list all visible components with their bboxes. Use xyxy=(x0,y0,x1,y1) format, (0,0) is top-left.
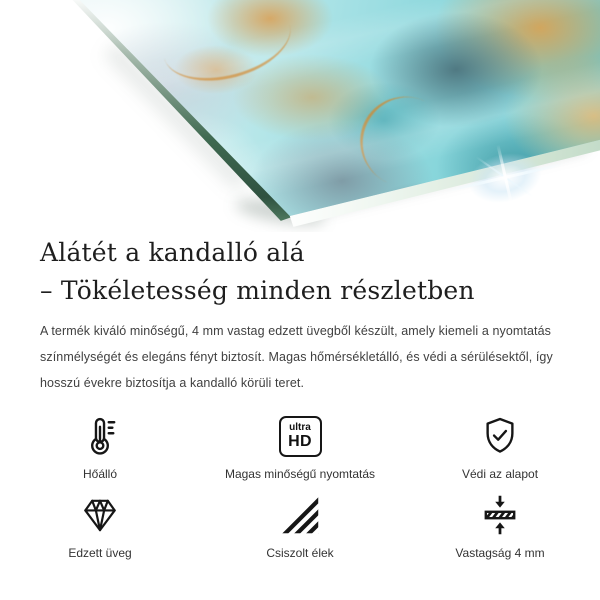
feature-heat-resistant xyxy=(0,412,200,481)
feature-tempered-glass xyxy=(0,491,200,560)
feature-label: Edzett üveg xyxy=(68,546,132,560)
page-title xyxy=(40,234,560,310)
polished-edges-icon xyxy=(278,491,322,539)
diamond-icon xyxy=(78,491,122,539)
page-title-line2: – Tökéletesség minden részletben xyxy=(40,276,475,305)
feature-grid xyxy=(0,412,600,560)
product-photo xyxy=(0,0,600,232)
page-title-line1: Alátét a kandalló alá xyxy=(40,238,305,267)
feature-label: Vastagság 4 mm xyxy=(455,546,545,560)
description-line: hosszú évekre biztosítja a kandalló körüli teret. xyxy=(40,376,305,390)
description-line: színmélységét és elegáns fényt biztosít. Magas hőmérsékletálló, és védi a sérülésektől, így xyxy=(40,350,553,364)
shield-check-icon xyxy=(478,412,522,460)
feature-polished-edges xyxy=(200,491,400,560)
feature-thickness xyxy=(400,491,600,560)
gold-vein xyxy=(155,0,299,93)
feature-label: Magas minőségű nyomtatás xyxy=(224,467,376,481)
description-line: A termék kiváló minőségű, 4 mm vastag edzett üvegből készült, amely kiemeli a nyomtatás xyxy=(40,324,552,338)
feature-label: Hőálló xyxy=(82,467,118,481)
thickness-icon xyxy=(478,491,522,539)
thermometer-icon xyxy=(78,412,122,460)
feature-label: Védi az alapot xyxy=(461,467,539,481)
ultra-hd-icon: ultra HD xyxy=(279,412,322,460)
product-description xyxy=(40,318,560,396)
feature-protects-base xyxy=(400,412,600,481)
feature-label: Csiszolt élek xyxy=(266,546,334,560)
feature-print-quality xyxy=(200,412,400,481)
